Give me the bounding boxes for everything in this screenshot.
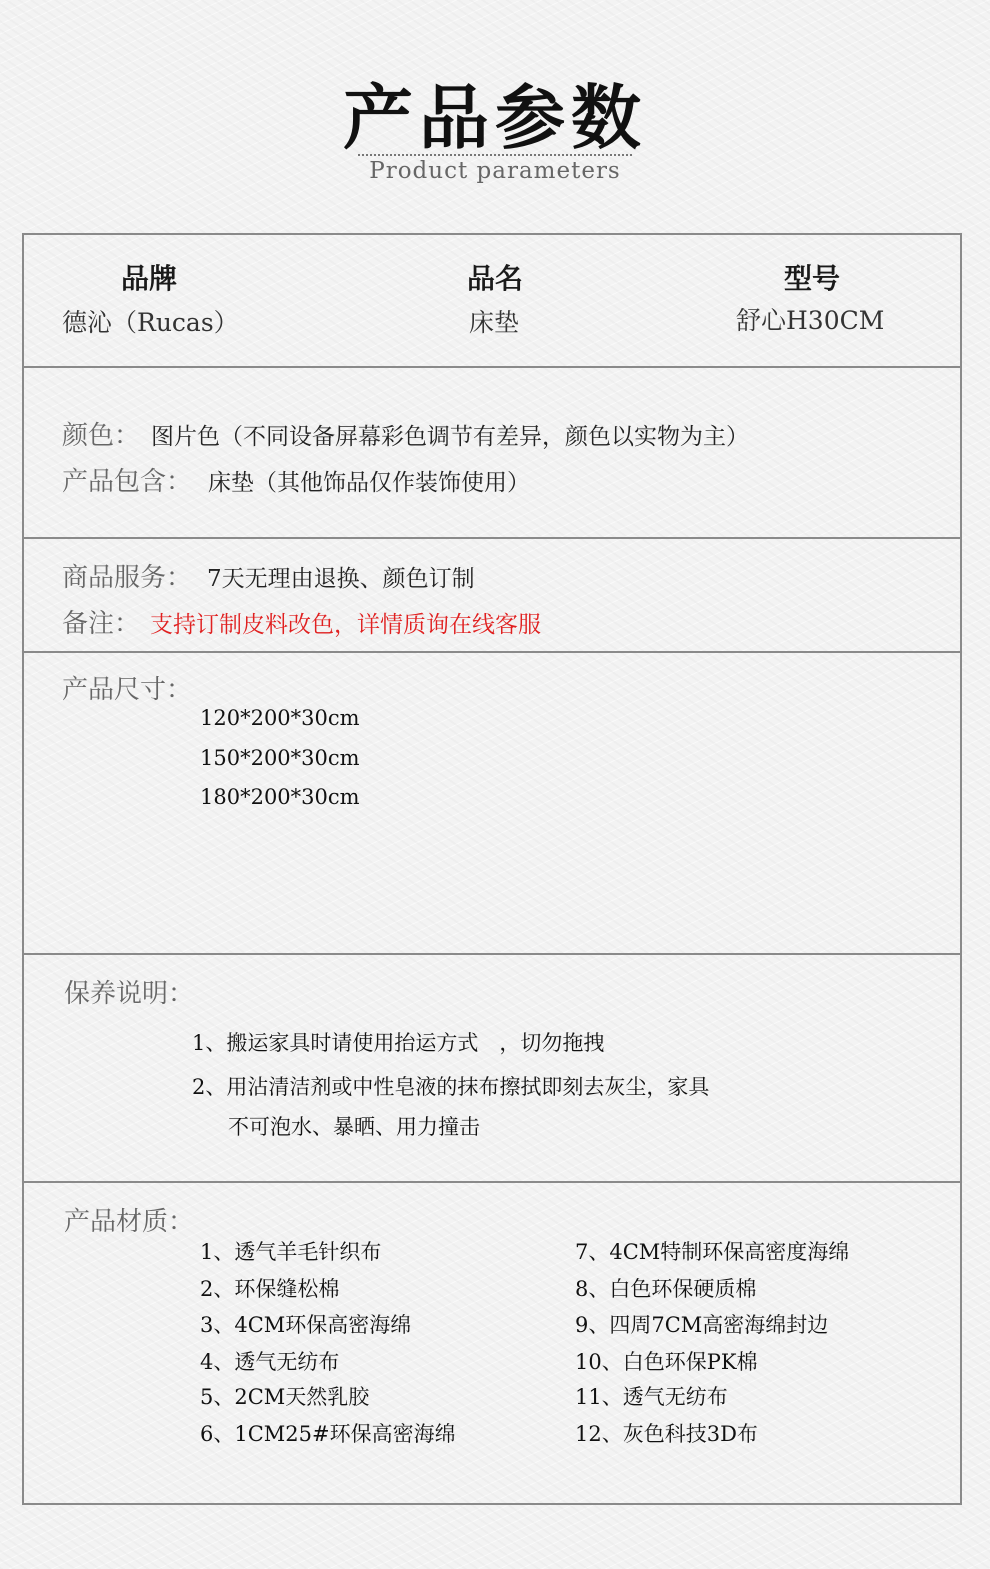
page-subtitle: Product parameters bbox=[369, 158, 621, 184]
divider bbox=[24, 953, 960, 955]
color-label: 颜色： bbox=[62, 421, 141, 451]
material-item: 8、白色环保硬质棉 bbox=[575, 1277, 757, 1301]
care-line: 2、用沾清洁剂或中性皂液的抹布擦拭即刻去灰尘，家具 bbox=[192, 1075, 710, 1099]
material-item: 2、环保缝松棉 bbox=[200, 1277, 340, 1301]
material-item: 7、4CM特制环保高密度海绵 bbox=[575, 1240, 850, 1264]
material-item: 11、透气无纺布 bbox=[575, 1385, 728, 1409]
note-label: 备注： bbox=[62, 609, 141, 639]
care-label: 保养说明： bbox=[64, 979, 195, 1009]
divider bbox=[24, 537, 960, 539]
service-label: 商品服务： bbox=[62, 563, 193, 593]
product-name-value: 床垫 bbox=[469, 308, 520, 337]
contents-label: 产品包含： bbox=[62, 467, 193, 497]
service-value: 7天无理由退换、颜色订制 bbox=[207, 566, 475, 592]
size-item: 180*200*30cm bbox=[200, 785, 360, 809]
material-item: 6、1CM25#环保高密海绵 bbox=[200, 1422, 456, 1446]
material-item: 12、灰色科技3D布 bbox=[575, 1422, 758, 1446]
color-value: 图片色（不同设备屏幕彩色调节有差异，颜色以实物为主） bbox=[151, 424, 749, 450]
care-line: 1、搬运家具时请使用抬运方式 ，切勿拖拽 bbox=[192, 1031, 605, 1055]
product-name-label: 品名 bbox=[467, 262, 524, 295]
material-item: 3、4CM环保高密海绵 bbox=[200, 1313, 412, 1337]
brand-value: 德沁（Rucas） bbox=[62, 308, 239, 337]
divider bbox=[24, 1181, 960, 1183]
material-item: 4、透气无纺布 bbox=[200, 1350, 340, 1374]
model-label: 型号 bbox=[784, 262, 841, 295]
material-item: 1、透气羊毛针织布 bbox=[200, 1240, 382, 1264]
brand-label: 品牌 bbox=[121, 262, 178, 295]
page-title: 产品参数 bbox=[343, 76, 647, 159]
size-item: 150*200*30cm bbox=[200, 746, 360, 770]
care-line: 不可泡水、暴晒、用力撞击 bbox=[228, 1115, 480, 1139]
material-item: 10、白色环保PK棉 bbox=[575, 1350, 758, 1374]
material-item: 5、2CM天然乳胶 bbox=[200, 1385, 370, 1409]
divider bbox=[24, 366, 960, 368]
size-item: 120*200*30cm bbox=[200, 706, 360, 730]
model-value: 舒心H30CM bbox=[736, 306, 885, 335]
parameter-table bbox=[22, 233, 962, 1505]
note-value: 支持订制皮料改色，详情质询在线客服 bbox=[150, 612, 541, 638]
divider bbox=[24, 651, 960, 653]
title-divider bbox=[358, 154, 632, 156]
material-item: 9、四周7CM高密海绵封边 bbox=[575, 1313, 829, 1337]
materials-label: 产品材质： bbox=[64, 1207, 195, 1237]
sizes-label: 产品尺寸： bbox=[62, 675, 193, 705]
contents-value: 床垫（其他饰品仅作装饰使用） bbox=[208, 470, 530, 496]
